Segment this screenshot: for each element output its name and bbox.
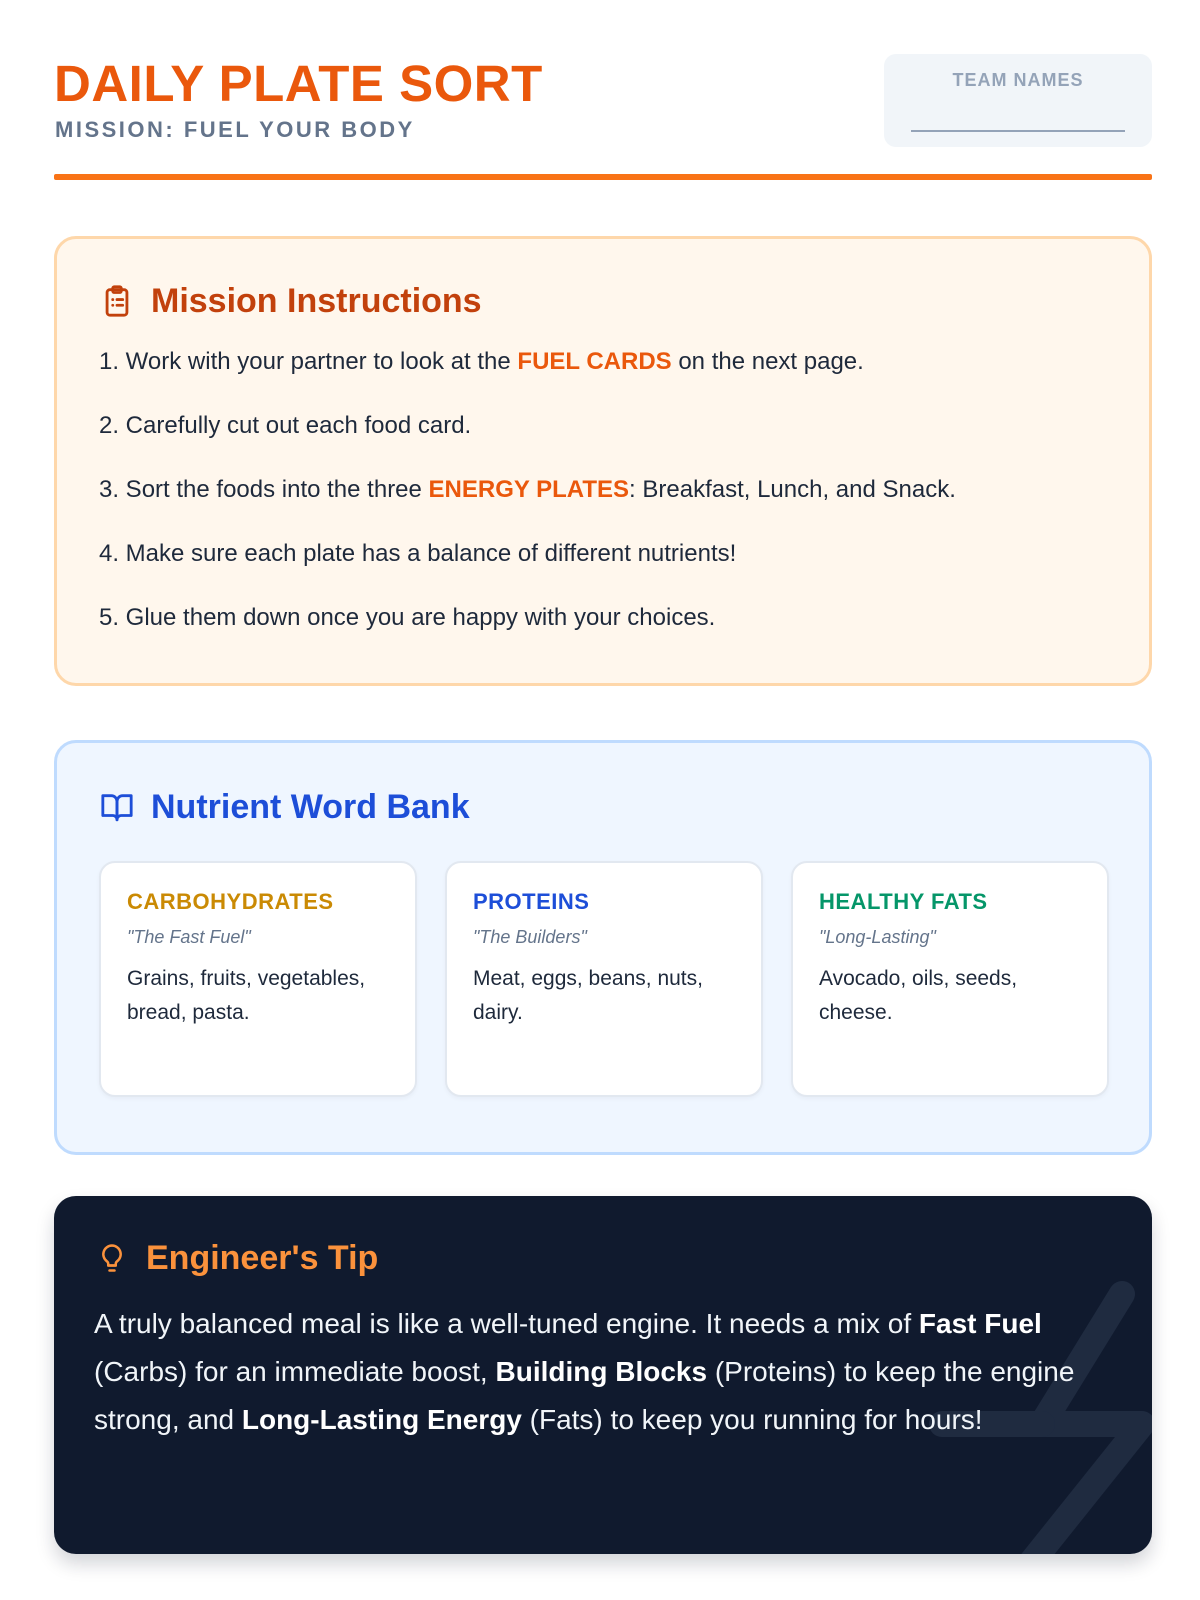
nutrient-name: PROTEINS <box>473 889 590 914</box>
nutrient-nickname: "The Builders" <box>473 927 587 947</box>
page-title: DAILY PLATE SORT <box>54 55 543 112</box>
page-header <box>54 52 1152 182</box>
nutrient-word-bank-panel <box>54 740 1152 1155</box>
instructions-heading <box>99 283 482 319</box>
instruction-step: 2. Carefully cut out each food card. <box>99 412 472 439</box>
engineers-tip-panel <box>54 1196 1152 1554</box>
nutrient-nickname: "Long-Lasting" <box>819 927 936 947</box>
nutrient-examples: Meat, eggs, beans, nuts, dairy. <box>473 967 703 1024</box>
nutrient-examples: Grains, fruits, vegetables, bread, pasta. <box>127 967 366 1024</box>
nutrient-card-healthy-fats <box>791 861 1109 1097</box>
nutrient-cards <box>99 861 1109 1097</box>
mission-instructions-panel <box>54 236 1152 686</box>
tip-text: A truly balanced meal is like a well-tuned engine. It needs a mix of Fast Fuel (Carbs) for an immediate boost, Building Blocks (Proteins) to keep the engine strong, and Long-Lasting Energy (Fats) to keep you running for hours! <box>94 1308 1075 1435</box>
nutrient-name: HEALTHY FATS <box>819 889 988 914</box>
instruction-step: 3. Sort the foods into the three ENERGY PLATES: Breakfast, Lunch, and Snack. <box>99 476 956 503</box>
nutrient-card-carbohydrates <box>99 861 417 1097</box>
instructions-title: Mission Instructions <box>151 282 482 320</box>
tip-heading <box>94 1240 378 1276</box>
header-divider <box>54 174 1152 180</box>
instruction-step: 5. Glue them down once you are happy with your choices. <box>99 604 716 631</box>
nutrient-nickname: "The Fast Fuel" <box>127 927 251 947</box>
instructions-list <box>99 347 1099 667</box>
page-subtitle: MISSION: FUEL YOUR BODY <box>55 117 415 142</box>
lightbulb-icon <box>94 1240 130 1276</box>
nutrient-name: CARBOHYDRATES <box>127 889 334 914</box>
nutrient-card-proteins <box>445 861 763 1097</box>
wordbank-title: Nutrient Word Bank <box>151 788 470 826</box>
team-names-box <box>884 54 1152 147</box>
tip-title: Engineer's Tip <box>146 1239 379 1277</box>
clipboard-icon <box>99 283 135 319</box>
instruction-step: 4. Make sure each plate has a balance of different nutrients! <box>99 540 737 567</box>
team-names-line <box>911 130 1125 132</box>
book-icon <box>99 789 135 825</box>
wordbank-heading <box>99 789 470 825</box>
nutrient-examples: Avocado, oils, seeds, cheese. <box>819 967 1018 1024</box>
team-names-label: TEAM NAMES <box>952 70 1084 90</box>
instruction-step: 1. Work with your partner to look at the FUEL CARDS on the next page. <box>99 348 864 375</box>
